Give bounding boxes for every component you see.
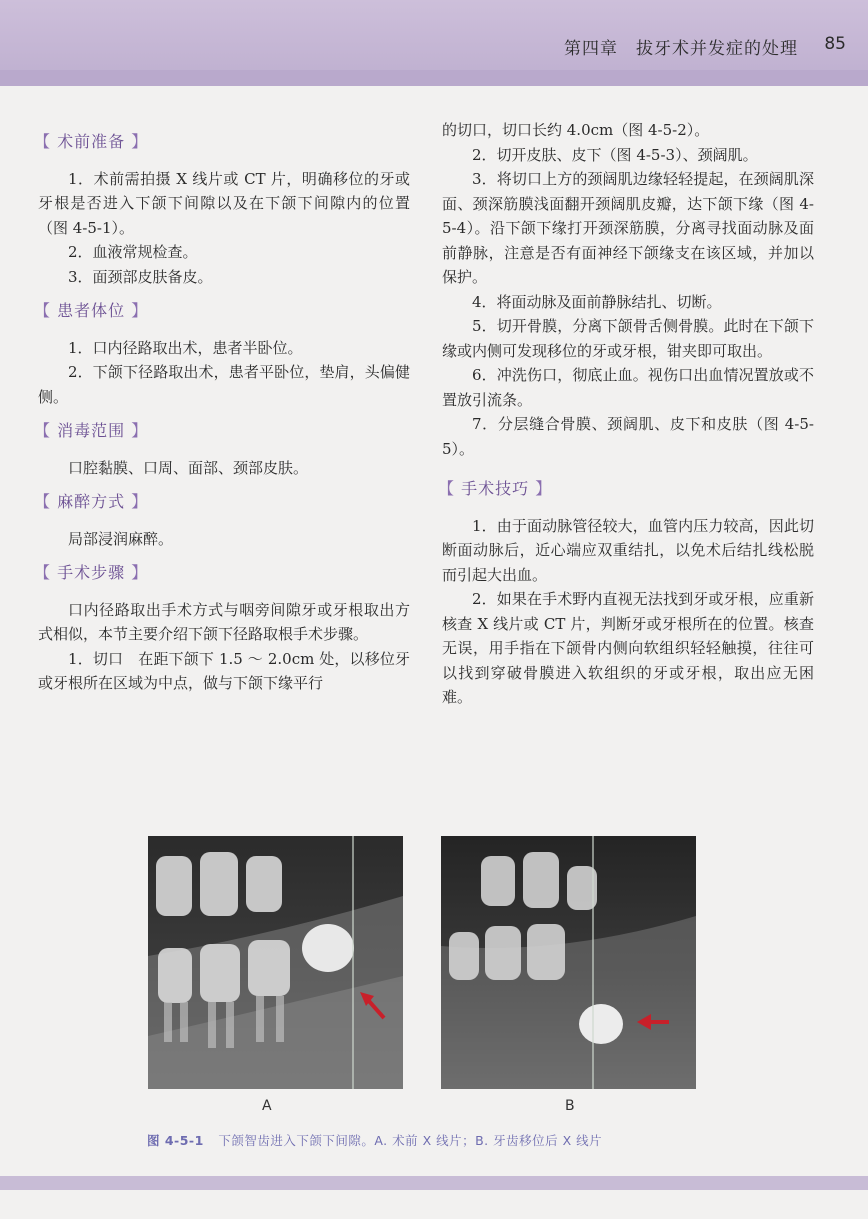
- paragraph: 2．切开皮肤、皮下（图 4-5-3）、颈阔肌。: [472, 145, 758, 164]
- section-heading: 【 手术步骤 】: [34, 563, 149, 582]
- paragraph: 1．切口 在距下颌下 1.5 ～ 2.0cm 处，以移位牙或牙根所在区域为中点，做与下颌下缘平行: [38, 649, 410, 692]
- paragraph: 的切口，切口长约 4.0cm（图 4-5-2）。: [442, 121, 710, 139]
- page-footer-band: [0, 1176, 868, 1190]
- paragraph: 1．术前需拍摄 X 线片或 CT 片，明确移位的牙或牙根是否进入下颌下间隙以及在下颌下间隙内的位置（图 4-5-1）。: [38, 169, 410, 237]
- paragraph: 3．将切口上方的颈阔肌边缘轻轻提起，在颈阔肌深面、颈深筋膜浅面翻开颈阔肌皮瓣，达下颌下缘（图 4-5-4）。沿下颌下缘打开颈深筋膜，分离寻找面动脉及面前静脉，注意是否有面神经下颌缘支在该区域，并加以保护。: [442, 170, 814, 286]
- section-heading: 【 术前准备 】: [34, 132, 149, 151]
- section-heading: 【 手术技巧 】: [438, 479, 553, 498]
- caption-number: 图 4-5-1: [147, 1133, 204, 1148]
- paragraph: 5．切开骨膜，分离下颌骨舌侧骨膜。此时在下颌下缘或内侧可发现移位的牙或牙根，钳夹即可取出。: [442, 317, 814, 360]
- figure-label-b: B: [565, 1098, 575, 1114]
- figure-caption: [147, 1131, 602, 1149]
- page-number: 85: [824, 34, 846, 54]
- header-band: [0, 70, 868, 86]
- paragraph: 1．口内径路取出术，患者半卧位。: [68, 338, 303, 357]
- section-heading: 【 麻醉方式 】: [34, 492, 149, 511]
- left-column: [34, 120, 410, 696]
- paragraph: 7．分层缝合骨膜、颈阔肌、皮下和皮肤（图 4-5-5）。: [442, 415, 814, 458]
- paragraph: 4．将面动脉及面前静脉结扎、切断。: [472, 292, 722, 311]
- section-heading: 【 患者体位 】: [34, 301, 149, 320]
- paragraph: 口内径路取出手术方式与咽旁间隙牙或牙根取出方式相似，本节主要介绍下颌下径路取根手术步骤。: [38, 600, 410, 643]
- xray-image-b: [441, 836, 696, 1089]
- caption-text: 下颌智齿进入下颌下间隙。A. 术前 X 线片；B. 牙齿移位后 X 线片: [218, 1133, 603, 1148]
- paragraph: 6．冲洗伤口，彻底止血。视伤口出血情况置放或不置放引流条。: [442, 366, 814, 409]
- right-column: [438, 118, 814, 710]
- xray-image-a: [148, 836, 403, 1089]
- paragraph: 3．面颈部皮肤备皮。: [68, 267, 213, 286]
- paragraph: 2．下颌下径路取出术，患者平卧位，垫肩，头偏健侧。: [38, 363, 410, 406]
- paragraph: 1．由于面动脉管径较大，血管内压力较高，因此切断面动脉后，近心端应双重结扎，以免术后结扎线松脱而引起大出血。: [442, 516, 814, 584]
- paragraph: 口腔黏膜、口周、面部、颈部皮肤。: [68, 458, 309, 477]
- chapter-title: 第四章 拔牙术并发症的处理: [564, 39, 798, 59]
- paragraph: 2．血液常规检查。: [68, 243, 198, 261]
- figure-label-a: A: [262, 1098, 272, 1114]
- section-heading: 【 消毒范围 】: [34, 421, 149, 440]
- paragraph: 2．如果在手术野内直视无法找到牙或牙根，应重新核查 X 线片或 CT 片，判断牙或牙根所在的位置。核查无误，用手指在下颌骨内侧向软组织轻轻触摸，往往可以找到穿破骨膜进入软组织的牙或牙根，取出应无困难。: [442, 590, 814, 706]
- paragraph: 局部浸润麻醉。: [68, 529, 174, 548]
